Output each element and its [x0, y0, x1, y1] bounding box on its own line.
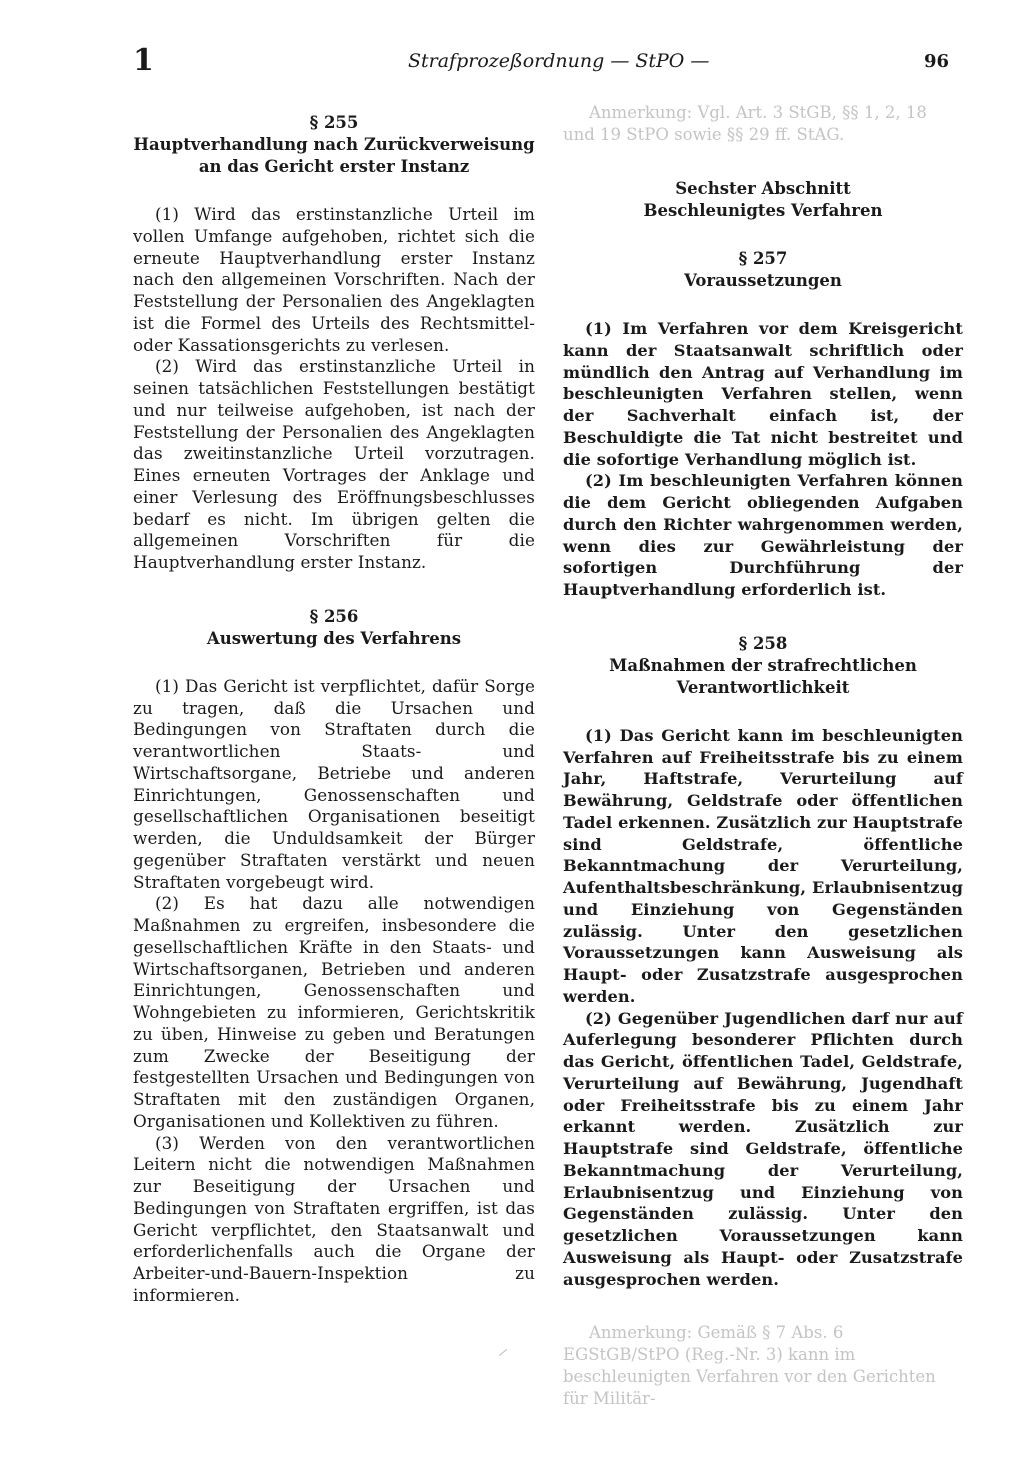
section-258-paragraph-1: (1) Das Gericht kann im beschleunigten Verfahren auf Freiheitsstrafe bis zu einem Jahr, Haftstrafe, Verurteilung auf Bewährung, Geldstrafe oder öffentlichen Tadel erkennen. Zusätzlich zur Hauptstrafe sind Geldstrafe, öffentliche Bekanntmachung der Verurteilung, Aufenthaltsbeschränkung, Erlaubnisentzug und Einziehung von Gegenständen zulässig. Unter den gesetzlichen Voraussetzungen kann Ausweisung als Haupt- oder Zusatzstrafe ausgesprochen werden. — [563, 725, 963, 1006]
section-255-paragraph-1: (1) Wird das erstinstanzliche Urteil im vollen Umfange aufgehoben, richtet sich die erneute Hauptverhandlung erster Instanz nach den allgemeinen Vorschriften. Nach der Feststellung der Personalien des Angeklagten ist die Formel des Urteils des Rechtsmittel- oder Kassationsgerichts zu verlesen. — [133, 204, 535, 355]
section-255-title-line2: an das Gericht erster Instanz — [198, 157, 470, 176]
section-256-number: § 256 — [309, 606, 359, 626]
section-257-paragraph-1: (1) Im Verfahren vor dem Kreisgericht kann der Staatsanwalt schriftlich oder mündlich den Antrag auf Verhandlung im beschleunigten Verfahren stellen, wenn der Sachverhalt einfach ist, der Beschuldigte die Tat nicht bestreitet und die sofortige Verhandlung möglich ist. — [563, 319, 963, 469]
section-258-number: § 258 — [738, 633, 788, 653]
section-258-paragraph-2: (2) Gegenüber Jugendlichen darf nur auf Auferlegung besonderer Pflichten durch das Gericht, öffentlichen Tadel, Geldstrafe, Verurteilung auf Bewährung, Jugendhaft oder Freiheitsstrafe bis zu einem Jahr erkannt werden. Zusätzlich zur Hauptstrafe sind Geldstrafe, öffentliche Bekanntmachung der Verurteilung, Erlaubnisentzug und Einziehung von Gegenständen zulässig. Unter den gesetzlichen Voraussetzungen kann Ausweisung als Haupt- oder Zusatzstrafe ausgesprochen werden. — [563, 1008, 963, 1289]
page-number: 96 — [924, 51, 950, 72]
chapter-six-heading-line2: Beschleunigtes Verfahren — [643, 201, 883, 220]
section-257-number: § 257 — [738, 249, 788, 268]
section-256-title: Auswertung des Verfahrens — [206, 628, 462, 648]
page-header — [0, 44, 1024, 78]
pencil-mark — [499, 1349, 507, 1356]
right-column — [563, 102, 963, 1410]
chapter-six-heading-line1: Sechster Abschnitt — [675, 179, 851, 198]
section-258-title-line1: Maßnahmen der strafrechtlichen — [609, 655, 917, 675]
section-255-number: § 255 — [309, 113, 359, 132]
chapter-number: 1 — [133, 43, 154, 78]
annotation-note-top: Anmerkung: Vgl. Art. 3 StGB, §§ 1, 2, 18 und 19 StPO sowie §§ 29 ff. StAG. — [563, 103, 927, 144]
section-255-paragraph-2: (2) Wird das erstinstanzliche Urteil in seinen tatsächlichen Feststellungen bestätigt und nur teilweise aufgehoben, ist nach der Feststellung der Personalien des Angeklagten das zweitinstanzliche Urteil vorzutragen. Eines erneuten Vortrages der Anklage und einer Verlesung des Eröffnungsbeschlusses bedarf es nicht. Im übrigen gelten die allgemeinen Vorschriften für die Hauptverhandlung erster Instanz. — [133, 356, 535, 572]
section-258-title-line2: Verantwortlichkeit — [676, 677, 850, 697]
section-256-paragraph-1: (1) Das Gericht ist verpflichtet, dafür Sorge zu tragen, daß die Ursachen und Bedingungen von Straftaten durch die verantwortlichen Staats- und Wirtschaftsorgane, Betriebe und anderen Einrichtungen, Genossenschaften und gesellschaftlichen Organisationen beseitigt werden, die Unduldsamkeit der Bürger gegenüber Straftaten verstärkt und neuen Straftaten vorgebeugt wird. — [133, 675, 535, 892]
left-column — [133, 112, 535, 1307]
section-256-paragraph-3: (3) Werden von den verantwortlichen Leitern nicht die notwendigen Maßnahmen zur Beseitigung der Ursachen und Bedingungen von Straftaten ergriffen, ist das Gericht verpflichtet, den Staatsanwalt und erforderlichenfalls auch die Organe der Arbeiter-und-Bauern-Inspektion zu informieren. — [133, 1132, 535, 1305]
annotation-note-bottom: Anmerkung: Gemäß § 7 Abs. 6 EGStGB/StPO (Reg.-Nr. 3) kann im beschleunigten Verfahren vor den Gerichten für Militär- — [563, 1323, 936, 1409]
section-255-title-line1: Hauptverhandlung nach Zurückverweisung — [133, 135, 535, 154]
section-257-title: Voraussetzungen — [684, 271, 842, 290]
section-257-paragraph-2: (2) Im beschleunigten Verfahren können die dem Gericht obliegenden Aufgaben durch den Richter wahrgenommen werden, wenn dies zur Gewährleistung der sofortigen Durchführung der Hauptverhandlung erforderlich ist. — [563, 471, 963, 599]
section-256-paragraph-2: (2) Es hat dazu alle notwendigen Maßnahmen zu ergreifen, insbesondere die gesellschaftlichen Kräfte in den Staats- und Wirtschaftsorganen, Betrieben und anderen Einrichtungen, Genossenschaften und Wohngebieten zu informieren, Gerichtskritik zu üben, Hinweise zu geben und Beratungen zum Zwecke der Beseitigung der festgestellten Ursachen und Bedingungen von Straftaten mit den zuständigen Organen, Organisationen und Kollektiven zu führen. — [133, 893, 535, 1131]
running-title: Strafprozeßordnung — StPO — — [408, 50, 710, 72]
